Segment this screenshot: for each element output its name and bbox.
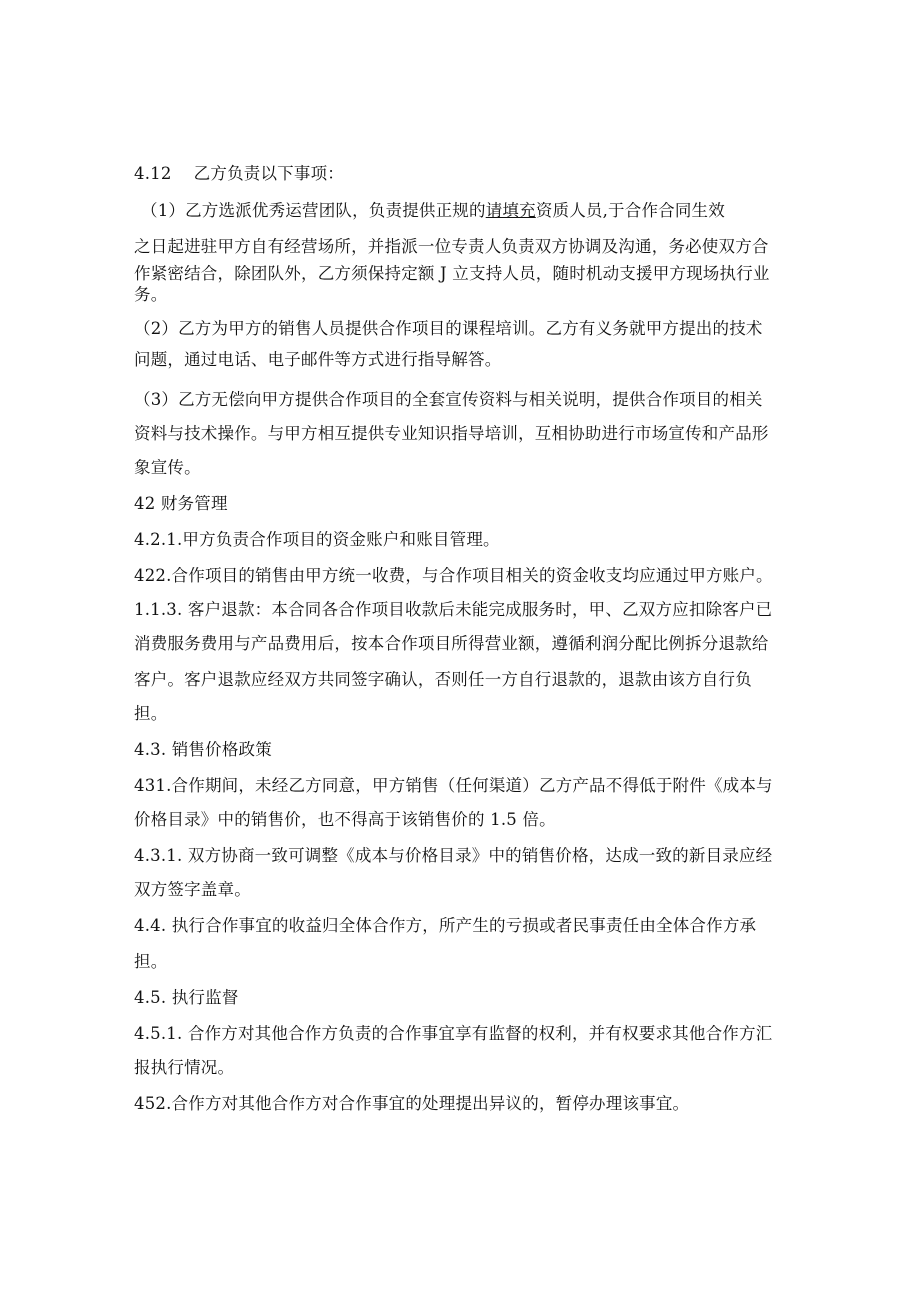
section-heading-4-12: 4.12 乙方负责以下事项： (134, 164, 344, 183)
item-3-line-2: 资料与技术操作。与甲方相互提供专业知识指导培训，互相协助进行市场宣传和产品形 (134, 424, 769, 443)
item-1-line-2: 之日起进驻甲方自有经营场所，并指派一位专责人负责双方协调及沟通，务必使双方合 (134, 237, 769, 256)
section-heading-4-3: 4.3. 销售价格政策 (134, 740, 272, 759)
item-2-line-1: （2）乙方为甲方的销售人员提供合作项目的课程培训。乙方有义务就甲方提出的技术 (134, 319, 763, 338)
fill-in-blank[interactable]: 请填充 (485, 201, 536, 220)
section-heading-4-5: 4.5. 执行监督 (134, 988, 239, 1007)
clause-4-5-1-line-2: 报执行情况。 (134, 1058, 235, 1077)
item-1-line-4: 务。 (134, 285, 168, 304)
section-heading-4-2: 42 财务管理 (134, 494, 228, 513)
item-2-line-2: 问题，通过电话、电子邮件等方式进行指导解答。 (134, 350, 502, 369)
clause-4-3-1-line-1: 431.合作期间，未经乙方同意，甲方销售（任何渠道）乙方产品不得低于附件《成本与 (134, 776, 773, 795)
clause-4-3-1-1-line-1: 4.3.1. 双方协商一致可调整《成本与价格目录》中的销售价格，达成一致的新目录应经 (134, 846, 773, 865)
item-3-line-3: 象宣传。 (134, 458, 201, 477)
clause-1-1-3-line-3: 客户。客户退款应经双方共同签字确认，否则任一方自行退款的，退款由该方自行负 (134, 670, 752, 689)
clause-4-5-1-line-1: 4.5.1. 合作方对其他合作方负责的合作事宜享有监督的权利，并有权要求其他合作方汇 (134, 1024, 773, 1043)
clause-4-2-1: 4.2.1.甲方负责合作项目的资金账户和账目管理。 (134, 530, 500, 549)
item-1-intro: （1）乙方选派优秀运营团队，负责提供正规的 (141, 201, 486, 220)
clause-4-3-1-line-2: 价格目录》中的销售价，也不得高于该销售价的 1.5 倍。 (134, 810, 556, 829)
item-1-line-1 (141, 201, 725, 221)
clause-4-2-2: 422.合作项目的销售由甲方统一收费，与合作项目相关的资金收支均应通过甲方账户。 (134, 566, 773, 585)
clause-1-1-3-line-4: 担。 (134, 704, 168, 723)
clause-4-5-2: 452.合作方对其他合作方对合作事宜的处理提出异议的，暂停办理该事宜。 (134, 1094, 690, 1113)
clause-1-1-3-line-1: 1.1.3. 客户退款：本合同各合作项目收款后未能完成服务时，甲、乙双方应扣除客户已 (134, 600, 773, 619)
item-1-line-3: 作紧密结合，除团队外，乙方须保持定额 J 立支持人员，随时机动支援甲方现场执行业 (134, 264, 770, 283)
item-3-line-1: （3）乙方无偿向甲方提供合作项目的全套宣传资料与相关说明，提供合作项目的相关 (134, 390, 763, 409)
clause-4-4-line-2: 担。 (134, 952, 168, 971)
item-1-tail: 资质人员,于合作合同生效 (535, 201, 725, 220)
clause-4-4-line-1: 4.4. 执行合作事宜的收益归全体合作方，所产生的亏损或者民事责任由全体合作方承 (134, 916, 757, 935)
clause-4-3-1-1-line-2: 双方签字盖章。 (134, 880, 251, 899)
clause-1-1-3-line-2: 消费服务费用与产品费用后，按本合作项目所得营业额，遵循利润分配比例拆分退款给 (134, 634, 769, 653)
